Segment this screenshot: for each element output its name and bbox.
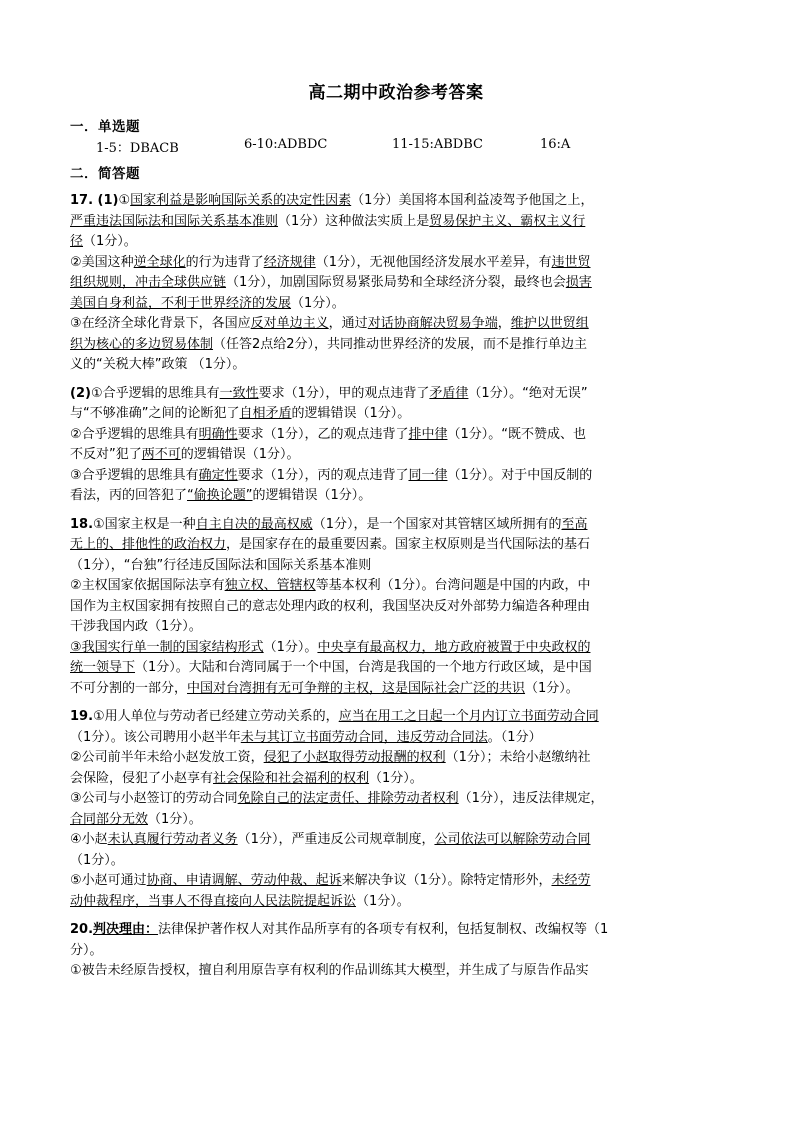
underlined-text: 未经劳 bbox=[551, 873, 591, 888]
underlined-text: 径 bbox=[70, 234, 84, 249]
plain-text: （1分）。 bbox=[356, 893, 410, 909]
plain-text: 法律保护著作权人对其作品所享有的各项专有权利，包括复制权、改编权等（1 bbox=[158, 922, 609, 937]
plain-text: 会保险，侵犯了小赵享有 bbox=[70, 770, 214, 786]
answer-line bbox=[70, 728, 722, 748]
question-number: 19. bbox=[70, 709, 94, 724]
plain-text: 的行为违背了 bbox=[185, 254, 264, 270]
underlined-text: 协商、申请调解、劳动仲裁、起诉 bbox=[146, 873, 342, 888]
answer-line bbox=[70, 597, 722, 617]
underlined-text: 贸易保护主义、霸权主义行 bbox=[429, 213, 586, 229]
underlined-text: 对话协商解决贸易争端 bbox=[367, 316, 498, 331]
plain-text: ②主权国家依据国际法享有 bbox=[70, 578, 225, 593]
underlined-text: 明确性 bbox=[198, 426, 238, 442]
question-block bbox=[70, 707, 722, 911]
answer-line bbox=[70, 404, 722, 424]
plain-text: （1分）。 bbox=[369, 770, 423, 786]
underlined-text: “偷换论题” bbox=[187, 488, 253, 503]
plain-text: 分）。 bbox=[70, 942, 103, 958]
plain-text: （1分）。 bbox=[70, 852, 124, 868]
answer-line bbox=[70, 466, 722, 486]
answer-line bbox=[70, 384, 722, 404]
section-heading-multiple-choice: 一．单选题 bbox=[70, 119, 140, 135]
answer-line bbox=[70, 638, 722, 658]
multiple-choice-answers-row bbox=[96, 137, 722, 156]
plain-text: （1分），加剧国际贸易紧张局势和全球经济分裂，最终也会 bbox=[226, 275, 566, 290]
underlined-text: 排中律 bbox=[408, 426, 448, 442]
plain-text: （1分）美国将本国利益凌驾予他国之上， bbox=[351, 193, 594, 208]
answer-line bbox=[70, 335, 722, 355]
plain-text: ①合乎逻辑的思维具有 bbox=[90, 385, 220, 401]
section-heading-short-answer: 二．简答题 bbox=[70, 166, 140, 182]
answer-line bbox=[70, 294, 722, 314]
underlined-text: 反对单边主义 bbox=[250, 316, 329, 331]
underlined-text: 公司依法可以解除劳动合同 bbox=[434, 832, 591, 847]
underlined-text: 同一律 bbox=[408, 467, 448, 483]
question-number: 18. bbox=[70, 516, 94, 532]
answer-line bbox=[70, 191, 722, 211]
mc-answer-3: 11-15:ABDBC bbox=[392, 137, 483, 152]
answer-line bbox=[70, 314, 722, 334]
plain-text: （1分）。 bbox=[263, 639, 318, 655]
underlined-text: 经济规律 bbox=[263, 254, 316, 270]
underlined-text: 判决理由： bbox=[93, 922, 159, 937]
plain-text: （1分）。大陆和台湾同属于一个中国，台湾是我国的一个地方行政区域，是中国 bbox=[135, 660, 592, 675]
underlined-text: 违世贸 bbox=[551, 254, 591, 270]
answer-line bbox=[70, 535, 722, 555]
plain-text: ，通过 bbox=[328, 316, 368, 331]
underlined-text: 自主自决的最高权威 bbox=[195, 516, 313, 532]
answer-line bbox=[70, 425, 722, 445]
underlined-text: 两不可 bbox=[141, 447, 181, 462]
plain-text: （1分），无视他国经济发展水平差异，有 bbox=[315, 254, 552, 270]
answer-line bbox=[70, 707, 722, 727]
answer-line bbox=[70, 871, 722, 891]
answer-line bbox=[70, 273, 722, 293]
answer-line bbox=[70, 212, 722, 232]
answer-line bbox=[70, 556, 722, 576]
answer-line bbox=[70, 486, 722, 506]
answer-line bbox=[70, 892, 722, 912]
plain-text: 的逻辑错误（1分）。 bbox=[291, 406, 411, 421]
underlined-text: 合同部分无效 bbox=[70, 811, 149, 827]
underlined-text: 独立权、管辖权 bbox=[224, 578, 316, 593]
plain-text: （1分）。 bbox=[525, 680, 579, 696]
answer-line bbox=[70, 253, 722, 273]
answer-line bbox=[70, 830, 722, 850]
underlined-text: 社会保险和社会福利的权利 bbox=[213, 770, 370, 786]
underlined-text: 国家利益是影响国际关系的决定性因素 bbox=[130, 193, 352, 208]
plain-text: 要求（1分），乙的观点违背了 bbox=[237, 426, 409, 442]
underlined-text: 确定性 bbox=[198, 467, 238, 483]
plain-text: 要求（1分），丙的观点违背了 bbox=[237, 467, 409, 483]
answer-line bbox=[70, 658, 722, 678]
underlined-text: 中国对台湾拥有无可争辩的主权，这是国际社会广泛的共识 bbox=[187, 680, 526, 696]
underlined-text: 中央享有最高权力，地方政府被置于中央政权的 bbox=[317, 639, 591, 655]
underlined-text: 侵犯了小赵取得劳动报酬的权利 bbox=[263, 750, 446, 765]
plain-text: （1分）。 bbox=[83, 234, 137, 249]
plain-text: （1分）；未给小赵缴纳社 bbox=[445, 750, 591, 765]
plain-text: 不可分割的一部分， bbox=[70, 680, 188, 696]
plain-text: ③合乎逻辑的思维具有 bbox=[70, 467, 199, 483]
plain-text: 干涉我国内政（1分）。 bbox=[70, 619, 202, 634]
question-number: 17. bbox=[70, 193, 94, 208]
plain-text: 来解决争议（1分）。除特定情形外， bbox=[341, 873, 552, 888]
plain-text: 等基本权利（1分）。台湾问题是中国的内政，中 bbox=[315, 578, 591, 593]
plain-text: ②合乎逻辑的思维具有 bbox=[70, 426, 199, 442]
answer-line bbox=[70, 851, 722, 871]
underlined-text: 一致性 bbox=[219, 385, 259, 401]
plain-text: ①被告未经原告授权，擅自利用原告享有权利的作品训练其大模型，并生成了与原告作品实 bbox=[70, 963, 589, 978]
plain-text: 看法，丙的回答犯了 bbox=[70, 488, 188, 503]
underlined-text: 严重违法国际法和国际关系基本准则 bbox=[70, 213, 279, 229]
underlined-text: 未与其订立书面劳动合同，违反劳动合同法 bbox=[240, 729, 488, 745]
underlined-text: ③我国实行单一制的国家结构形式 bbox=[70, 639, 264, 655]
underlined-text: 矛盾律 bbox=[429, 385, 469, 401]
plain-text: ①用人单位与劳动者已经建立劳动关系的， bbox=[93, 709, 339, 724]
underlined-text: 免除自己的法定责任、排除劳动者权利 bbox=[237, 791, 459, 806]
question-block bbox=[70, 384, 722, 506]
plain-text: 。（1分） bbox=[487, 729, 542, 745]
page-title: 高二期中政治参考答案 bbox=[308, 83, 484, 103]
answer-line bbox=[70, 355, 722, 375]
plain-text: 国作为主权国家拥有按照自己的意志处理内政的权利，我国坚决反对外部势力编造各种理由 bbox=[70, 598, 591, 614]
answer-line bbox=[70, 617, 722, 637]
plain-text: ②公司前半年未给小赵发放工资， bbox=[70, 750, 264, 765]
plain-text: （1分）这种做法实质上是 bbox=[278, 213, 430, 229]
plain-text: （1分）。该公司聘用小赵半年 bbox=[70, 729, 241, 745]
answer-line bbox=[70, 961, 722, 981]
plain-text: （1分），是一个国家对其管辖区域所拥有的 bbox=[312, 516, 562, 532]
answer-line bbox=[70, 941, 722, 961]
question-sublabel: (1) bbox=[93, 193, 119, 208]
plain-text: （1分）。“绝对无误” bbox=[468, 385, 588, 401]
plain-text: ，是国家存在的最重要因素。国家主权原则是当代国际法的基石 bbox=[226, 537, 591, 552]
underlined-text: 应当在用工之日起一个月内订立书面劳动合同 bbox=[338, 709, 599, 724]
underlined-text: 无上的、排他性的政治权力 bbox=[70, 537, 227, 552]
plain-text: （1分）。 bbox=[148, 811, 202, 827]
plain-text: （任答2点给2分），共同推动世界经济的发展，而不是推行单边主 bbox=[213, 336, 588, 352]
plain-text: 与“不够准确”之间的论断犯了 bbox=[70, 406, 240, 421]
answer-line bbox=[70, 232, 722, 252]
plain-text: （1分）。“既不赞成、也 bbox=[447, 426, 586, 442]
underlined-text: 自相矛盾 bbox=[239, 406, 292, 421]
plain-text: （1分），违反法律规定， bbox=[458, 791, 604, 806]
underlined-text: 织为核心的多边贸易体制 bbox=[70, 336, 214, 352]
underlined-text: 未认真履行劳动者义务 bbox=[107, 832, 238, 847]
underlined-text: 至高 bbox=[561, 516, 588, 532]
answer-line bbox=[70, 789, 722, 809]
answer-line bbox=[70, 769, 722, 789]
mc-answer-2: 6-10:ADBDC bbox=[244, 137, 328, 152]
plain-text: ④小赵 bbox=[70, 832, 108, 847]
plain-text: 义的“关税大棒”政策 （1分）。 bbox=[70, 357, 246, 372]
answer-line bbox=[70, 679, 722, 699]
answer-line bbox=[70, 748, 722, 768]
plain-text: （1分），严重违反公司规章制度， bbox=[237, 832, 435, 847]
plain-text: 不反对”犯了 bbox=[70, 447, 142, 462]
plain-text: ③在经济全球化背景下，各国应 bbox=[70, 316, 251, 331]
plain-text: ， bbox=[497, 316, 511, 331]
answer-line bbox=[70, 515, 722, 535]
question-block bbox=[70, 191, 722, 375]
underlined-text: 组织规则，冲击全球供应链 bbox=[70, 275, 227, 290]
plain-text: ⑤小赵可通过 bbox=[70, 873, 147, 888]
underlined-text: 美国自身利益，不利于世界经济的发展 bbox=[70, 295, 292, 311]
questions-container bbox=[70, 191, 722, 981]
plain-text: ① bbox=[118, 193, 131, 208]
mc-answer-4: 16:A bbox=[540, 137, 571, 152]
plain-text: ②美国这种 bbox=[70, 254, 134, 270]
question-block bbox=[70, 920, 722, 981]
answer-line bbox=[70, 445, 722, 465]
plain-text: ①国家主权是一种 bbox=[93, 516, 196, 532]
question-number: 20. bbox=[70, 922, 94, 937]
question-sublabel: (2) bbox=[70, 385, 91, 401]
mc-answer-1: 1-5：DBACB bbox=[96, 141, 179, 156]
underlined-text: 维护以世贸组 bbox=[510, 316, 589, 331]
plain-text: 的逻辑错误（1分）。 bbox=[252, 488, 372, 503]
plain-text: 要求（1分），甲的观点违背了 bbox=[258, 385, 430, 401]
plain-text: （1分）。 bbox=[291, 295, 345, 311]
question-block bbox=[70, 515, 722, 699]
underlined-text: 统一领导下 bbox=[70, 660, 136, 675]
plain-text: ③公司与小赵签订的劳动合同 bbox=[70, 791, 238, 806]
underlined-text: 动仲裁程序，当事人不得直接向人民法院提起诉讼 bbox=[70, 893, 357, 909]
answer-line bbox=[70, 920, 722, 940]
underlined-text: 损害 bbox=[565, 275, 592, 290]
answer-line bbox=[70, 810, 722, 830]
plain-text: （1分），“台独”行径违反国际法和国际关系基本准则 bbox=[70, 557, 372, 573]
plain-text: 的逻辑错误（1分）。 bbox=[180, 447, 300, 462]
plain-text: （1分）。对于中国反制的 bbox=[447, 467, 593, 483]
answer-line bbox=[70, 576, 722, 596]
underlined-text: 逆全球化 bbox=[133, 254, 186, 270]
